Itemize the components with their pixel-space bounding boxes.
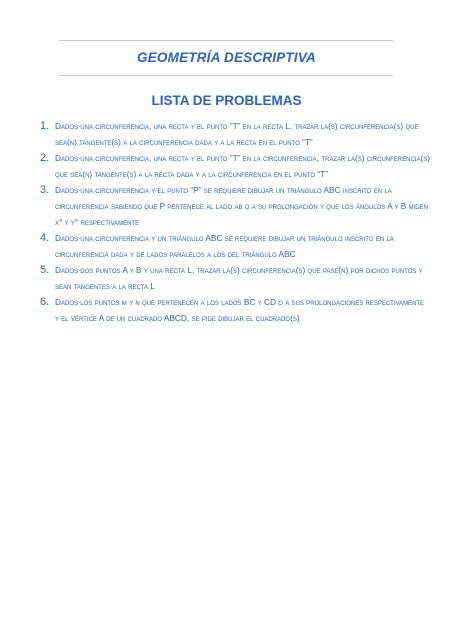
problem-item (40, 182, 430, 230)
header-top-rule (59, 40, 393, 41)
problem-item (40, 230, 430, 262)
problem-number: 1. (40, 120, 50, 132)
problem-text: Dados una circunferencia y el punto “P” se requiere dibujar un triángulo ABC inscrito en la circunferencia sabiendo que P pertenece al lado ab o a su prolongación y que los ángulos A y B miden x° y y° respectivamente (55, 185, 428, 227)
problem-number: 4. (40, 232, 50, 244)
problem-item (40, 118, 430, 150)
problem-list (40, 118, 430, 326)
problem-item (40, 150, 430, 182)
list-heading: LISTA DE PROBLEMAS (151, 93, 302, 108)
problem-text: Dados una circunferencia, una recta y el punto “T” en la recta L, trazar la(s) circunferencia(s) que sea(n) tangente(s) a la circunferencia dada y a la recta en el punto “T” (55, 121, 419, 147)
problem-number: 2. (40, 152, 50, 164)
problem-number: 5. (40, 264, 50, 276)
problem-number: 3. (40, 184, 50, 196)
problem-text: Dados una circunferencia y un triángulo ABC se requiere dibujar un triángulo inscrito en la circunferencia dada y de lados paralelos a los del triángulo ABC (55, 233, 394, 259)
problem-number: 6. (40, 296, 50, 308)
problem-text: Dados los puntos m y n que pertenecen a los lados BC y CD o a sus prolongaciones respectivamente y el vértice A de un cuadrado ABCD, se pide dibujar el cuadrado(s) (55, 297, 425, 323)
document-title: GEOMETRÍA DESCRIPTIVA (137, 50, 316, 65)
problem-item (40, 262, 430, 294)
problem-item (40, 294, 430, 326)
problem-text: Dados dos puntos A y B y una recta L, trazar la(s) circunferencia(s) que pase(n) por dichos puntos y sean tangentes a la recta L (55, 265, 423, 291)
header-bottom-rule (59, 75, 393, 76)
problem-text: Dados una circunferencia, una recta y el punto “T” en la circunferencia, trazar la(s) circunferencia(s) que sea(n) tangente(s) a la recta dada y a la circunferencia en el punto “T” (55, 153, 431, 179)
